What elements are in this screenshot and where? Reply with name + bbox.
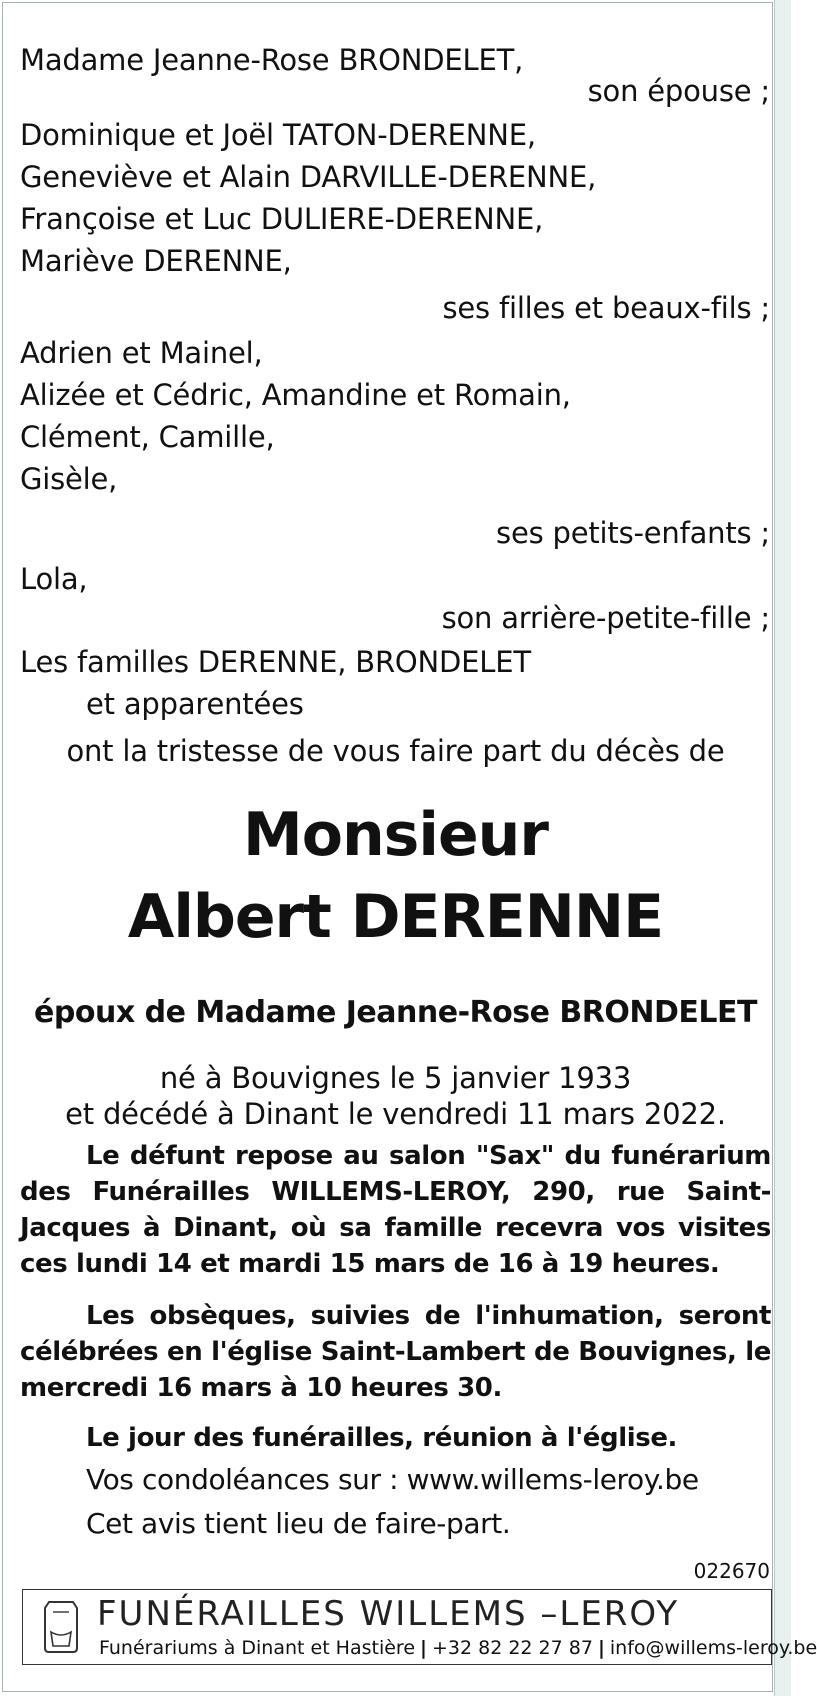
grandchild-line: Gisèle, bbox=[20, 462, 118, 496]
grandchildren-role: ses petits-enfants ; bbox=[496, 516, 770, 550]
daughter-line: Dominique et Joël TATON-DERENNE, bbox=[20, 118, 536, 152]
spouse-role: son épouse ; bbox=[587, 74, 770, 108]
meeting-paragraph: Le jour des funérailles, réunion à l'église. bbox=[86, 1423, 678, 1453]
daughter-line: Françoise et Luc DULIERE-DERENNE, bbox=[20, 202, 544, 236]
daughters-role: ses filles et beaux-fils ; bbox=[442, 291, 770, 325]
notice-line: Cet avis tient lieu de faire-part. bbox=[86, 1507, 511, 1540]
deceased-spouse: époux de Madame Jeanne-Rose BRONDELET bbox=[34, 995, 757, 1030]
daughter-line: Geneviève et Alain DARVILLE-DERENNE, bbox=[20, 160, 597, 194]
deceased-name: Albert DERENNE bbox=[127, 882, 664, 952]
grandchild-line: Clément, Camille, bbox=[20, 420, 275, 454]
visitation-paragraph: Le défunt repose au salon "Sax" du funérarium des Funérailles WILLEMS-LEROY, 290, rue Saint-Jacques à Dinant, où sa famille recevra vos visites ces lundi 14 et mardi 15 mars de 16 à 19 heures. bbox=[20, 1141, 771, 1279]
death-info: et décédé à Dinant le vendredi 11 mars 2022. bbox=[65, 1097, 726, 1131]
families-line: Les familles DERENNE, BRONDELET bbox=[20, 645, 531, 679]
deceased-title: Monsieur bbox=[243, 800, 548, 870]
brand-name: FUNÉRAILLES WILLEMS –LEROY bbox=[97, 1594, 680, 1634]
funeral-paragraph: Les obsèques, suivies de l'inhumation, seront célébrées en l'église Saint-Lambert de Bouvignes, le mercredi 16 mars à 10 heures 30. bbox=[20, 1301, 771, 1403]
phone-number[interactable]: +32 82 22 27 87 bbox=[431, 1637, 593, 1659]
announcement: ont la tristesse de vous faire part du décès de bbox=[66, 734, 725, 768]
birth-info: né à Bouvignes le 5 janvier 1933 bbox=[159, 1061, 632, 1095]
great-grandchild-role: son arrière-petite-fille ; bbox=[441, 601, 770, 635]
urn-icon bbox=[39, 1598, 83, 1656]
email-link[interactable]: info@willems-leroy.be bbox=[609, 1637, 817, 1659]
great-grandchild: Lola, bbox=[20, 562, 88, 596]
families-related: et apparentées bbox=[86, 687, 304, 721]
daughter-line: Mariève DERENNE, bbox=[20, 244, 292, 278]
locations-text: Funérariums à Dinant et Hastière bbox=[99, 1637, 416, 1659]
grandchild-line: Adrien et Mainel, bbox=[20, 336, 263, 370]
grandchild-line: Alizée et Cédric, Amandine et Romain, bbox=[20, 378, 571, 412]
funeral-home-banner bbox=[22, 1589, 817, 1665]
reference-number: 022670 bbox=[693, 1559, 770, 1583]
contact-line: Funérariums à Dinant et Hastière | +32 82 22 27 87 | info@willems-leroy.be bbox=[99, 1637, 817, 1659]
condolences-line: Vos condoléances sur : www.willems-leroy.be bbox=[86, 1463, 699, 1496]
spouse-name: Madame Jeanne-Rose BRONDELET, bbox=[20, 43, 524, 77]
